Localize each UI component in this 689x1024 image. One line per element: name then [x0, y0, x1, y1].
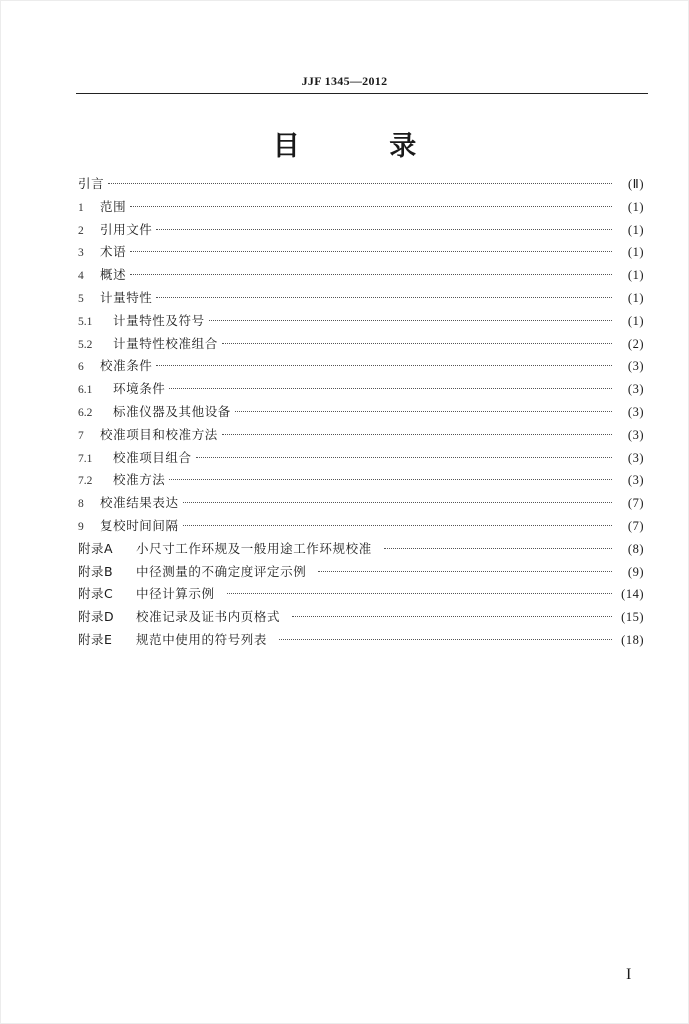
- toc-entry-number: 4: [78, 270, 84, 283]
- toc-entry-number: 7: [78, 429, 84, 442]
- dot-leader: [156, 229, 612, 230]
- toc-entry[interactable]: [78, 378, 644, 401]
- toc-entry-page: (1): [627, 199, 644, 214]
- toc-entry-page: (1): [627, 268, 644, 283]
- dot-leader: [227, 593, 612, 594]
- toc-entry-page: (2): [627, 336, 644, 351]
- toc-entry-label: 范围: [100, 198, 127, 214]
- toc-entry-page: (3): [627, 450, 644, 465]
- toc-entry-page: (7): [627, 496, 644, 511]
- toc-entry-number: 6.1: [78, 384, 93, 397]
- toc-entry-number: 9: [78, 520, 84, 533]
- toc-entry-label: 计量特性及符号: [113, 312, 205, 328]
- dot-leader: [130, 206, 612, 207]
- toc-entry[interactable]: [78, 469, 644, 492]
- dot-leader: [183, 502, 612, 503]
- toc-entry[interactable]: [78, 538, 644, 561]
- toc-entry-label: 复校时间间隔: [100, 517, 179, 533]
- toc-entry[interactable]: [78, 424, 644, 447]
- toc-entry-page: (1): [627, 290, 644, 305]
- toc-entry-label: 引言: [78, 176, 105, 191]
- toc-entry-page: (14): [621, 587, 644, 602]
- header-rule: [76, 93, 648, 94]
- toc-entry-number: 7.1: [78, 452, 93, 465]
- toc-entry[interactable]: [78, 515, 644, 538]
- toc-entry-label: 规范中使用的符号列表: [136, 631, 268, 647]
- dot-leader: [130, 251, 612, 252]
- toc-entry-label: 中径计算示例: [136, 586, 215, 602]
- toc-entry-number: 5.2: [78, 338, 93, 351]
- toc-entry-page: (1): [627, 313, 644, 328]
- dot-leader: [279, 639, 612, 640]
- toc-entry-page: (9): [627, 564, 644, 579]
- toc-entry-label: 引用文件: [100, 221, 153, 237]
- toc-entry-number: 6: [78, 361, 84, 374]
- dot-leader: [384, 548, 612, 549]
- toc-entry[interactable]: [78, 447, 644, 470]
- toc-entry-label: 校准结果表达: [100, 495, 179, 511]
- toc-entry-number: 附录D: [78, 609, 115, 625]
- dot-leader: [292, 616, 612, 617]
- toc-entry-number: 3: [78, 247, 84, 260]
- dot-leader: [108, 183, 612, 184]
- toc-entry-label: 校准项目组合: [113, 449, 192, 465]
- toc-entry-page: (15): [621, 610, 644, 625]
- standard-code-header: JJF 1345—2012: [301, 74, 388, 88]
- toc-entry-label: 概述: [100, 267, 127, 283]
- dot-leader: [196, 457, 612, 458]
- toc-entry-page: (3): [627, 404, 644, 419]
- toc-entry-number: 7.2: [78, 475, 93, 488]
- toc-entry-label: 计量特性: [100, 289, 153, 305]
- toc-entry-label: 校准项目和校准方法: [100, 426, 218, 442]
- toc-entry-page: (3): [627, 427, 644, 442]
- toc-entry-page: (Ⅱ): [628, 177, 644, 191]
- toc-entry-number: 1: [78, 201, 84, 214]
- page-title: 目 录: [272, 131, 457, 162]
- toc-entry-page: (1): [627, 222, 644, 237]
- toc-entry-page: (3): [627, 382, 644, 397]
- toc-entry-page: (3): [627, 359, 644, 374]
- dot-leader: [209, 320, 612, 321]
- dot-leader: [169, 388, 612, 389]
- toc-entry[interactable]: [78, 310, 644, 333]
- toc-entry-number: 5: [78, 292, 84, 305]
- toc-entry-label: 计量特性校准组合: [113, 335, 218, 351]
- toc-entry-label: 术语: [100, 244, 127, 260]
- toc-entry[interactable]: [78, 355, 644, 378]
- dot-leader: [130, 274, 612, 275]
- toc-entry[interactable]: [78, 401, 644, 424]
- dot-leader: [318, 571, 612, 572]
- toc-entry[interactable]: [78, 264, 644, 287]
- toc-entry[interactable]: [78, 287, 644, 310]
- dot-leader: [156, 297, 612, 298]
- toc-entry[interactable]: [78, 583, 644, 606]
- toc-entry-label: 小尺寸工作环规及一般用途工作环规校准: [136, 540, 372, 556]
- dot-leader: [169, 479, 612, 480]
- toc-entry[interactable]: [78, 196, 644, 219]
- toc-entry[interactable]: [78, 561, 644, 584]
- toc-entry[interactable]: [78, 629, 644, 652]
- toc-entry-number: 附录C: [78, 586, 114, 602]
- toc-entry[interactable]: [78, 492, 644, 515]
- toc-entry-number: 附录A: [78, 540, 114, 556]
- page-number: I: [626, 966, 632, 983]
- dot-leader: [222, 434, 612, 435]
- toc-entry[interactable]: [78, 333, 644, 356]
- toc-entry-label: 环境条件: [113, 381, 166, 397]
- toc-entry[interactable]: [78, 606, 644, 629]
- toc-entry[interactable]: [78, 219, 644, 242]
- toc-entry-label: 校准条件: [100, 358, 153, 374]
- toc-entry-number: 附录B: [78, 563, 114, 579]
- toc-entry-page: (8): [627, 541, 644, 556]
- table-of-contents: [78, 173, 644, 652]
- toc-entry-label: 标准仪器及其他设备: [113, 403, 231, 419]
- toc-entry-page: (3): [627, 473, 644, 488]
- dot-leader: [183, 525, 612, 526]
- toc-entry-label: 校准记录及证书内页格式: [136, 609, 281, 625]
- toc-entry-number: 6.2: [78, 406, 93, 419]
- toc-entry-number: 5.1: [78, 315, 93, 328]
- dot-leader: [222, 343, 612, 344]
- dot-leader: [235, 411, 612, 412]
- dot-leader: [156, 365, 612, 366]
- toc-entry-number: 8: [78, 498, 84, 511]
- toc-entry-page: (1): [627, 245, 644, 260]
- toc-entry-number: 2: [78, 224, 84, 237]
- toc-entry[interactable]: [78, 173, 644, 196]
- toc-entry[interactable]: [78, 241, 644, 264]
- toc-entry-label: 校准方法: [113, 472, 166, 488]
- toc-entry-page: (7): [627, 518, 644, 533]
- toc-entry-label: 中径测量的不确定度评定示例: [136, 563, 307, 579]
- toc-entry-number: 附录E: [78, 631, 113, 647]
- toc-entry-page: (18): [621, 632, 644, 647]
